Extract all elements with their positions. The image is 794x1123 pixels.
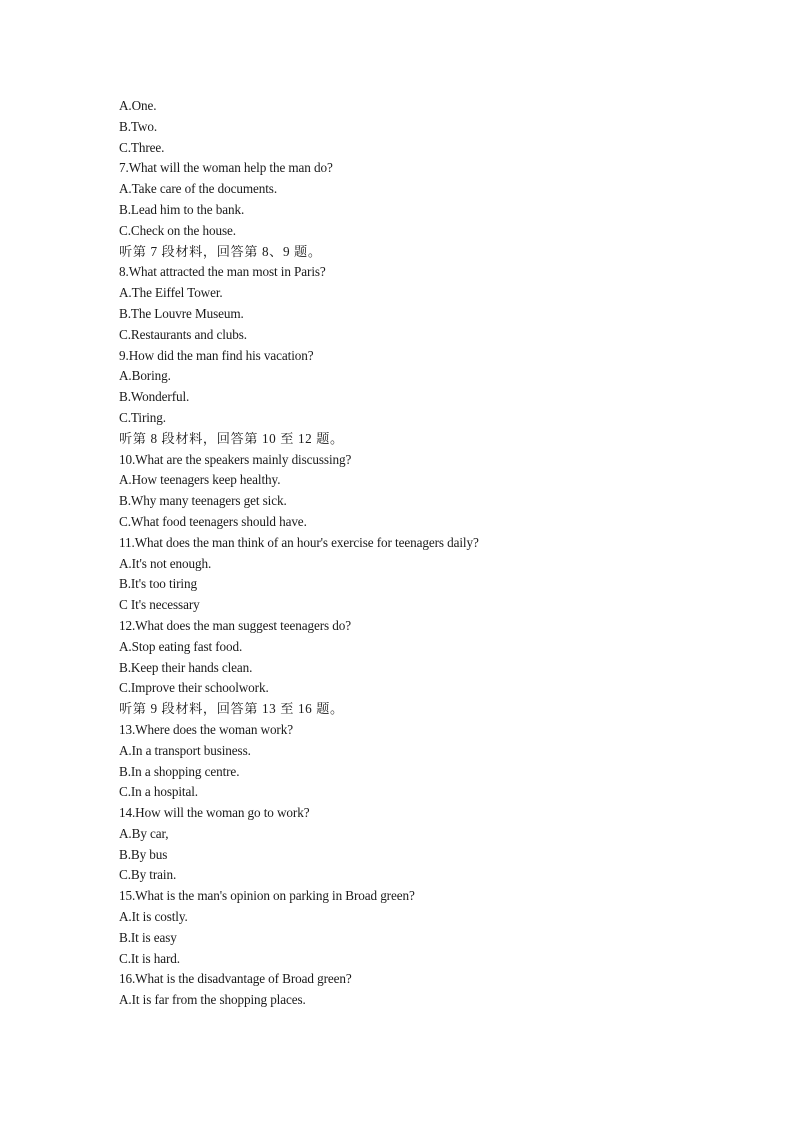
option-line: B.The Louvre Museum.: [119, 305, 244, 321]
option-line: B.In a shopping centre.: [119, 763, 240, 779]
question-line: 14.How will the woman go to work?: [119, 805, 310, 821]
section-heading: 听第 7 段材料，回答第 8、9 题。: [119, 243, 322, 259]
question-line: 7.What will the woman help the man do?: [119, 160, 333, 176]
option-line: C.Restaurants and clubs.: [119, 326, 247, 342]
question-line: 10.What are the speakers mainly discussing?: [119, 451, 352, 467]
option-line: B.Two.: [119, 118, 158, 134]
question-line: 11.What does the man think of an hour's exercise for teenagers daily?: [119, 534, 479, 550]
option-line: C.In a hospital.: [119, 784, 198, 800]
option-line: C.Check on the house.: [119, 222, 236, 238]
option-line: C.Improve their schoolwork.: [119, 680, 269, 696]
question-line: 16.What is the disadvantage of Broad green?: [119, 971, 352, 987]
option-line: B.Lead him to the bank.: [119, 201, 245, 217]
option-line: A.It is far from the shopping places.: [119, 992, 306, 1008]
option-line: A.In a transport business.: [119, 742, 251, 758]
option-line: B.Why many teenagers get sick.: [119, 493, 287, 509]
option-line: C.What food teenagers should have.: [119, 513, 307, 529]
option-line: B.It's too tiring: [119, 576, 197, 592]
option-line: C.By train.: [119, 867, 177, 883]
option-line: A.How teenagers keep healthy.: [119, 472, 281, 488]
option-line: A.The Eiffel Tower.: [119, 285, 223, 301]
option-line: B.Wonderful.: [119, 389, 190, 405]
document-page: [119, 96, 719, 1011]
question-line: 9.How did the man find his vacation?: [119, 347, 314, 363]
option-line: B.Keep their hands clean.: [119, 659, 253, 675]
option-line: B.It is easy: [119, 929, 177, 945]
option-line: A.Boring.: [119, 368, 171, 384]
option-line: A.Take care of the documents.: [119, 181, 278, 197]
question-line: 12.What does the man suggest teenagers do?: [119, 617, 352, 633]
option-line: C.Three.: [119, 139, 165, 155]
option-line: A.Stop eating fast food.: [119, 638, 243, 654]
option-line: A.By car,: [119, 825, 169, 841]
section-heading: 听第 9 段材料，回答第 13 至 16 题。: [119, 701, 344, 717]
option-line: B.By bus: [119, 846, 168, 862]
option-line: A.It is costly.: [119, 909, 188, 925]
option-line: A.One.: [119, 98, 157, 113]
option-line: C.Tiring.: [119, 409, 166, 425]
question-line: 13.Where does the woman work?: [119, 721, 293, 737]
option-line: C.It is hard.: [119, 950, 180, 966]
question-line: 8.What attracted the man most in Paris?: [119, 264, 326, 280]
option-line: A.It's not enough.: [119, 555, 212, 571]
section-heading: 听第 8 段材料，回答第 10 至 12 题。: [119, 430, 344, 446]
option-line: C It's necessary: [119, 597, 200, 613]
question-line: 15.What is the man's opinion on parking in Broad green?: [119, 888, 415, 904]
